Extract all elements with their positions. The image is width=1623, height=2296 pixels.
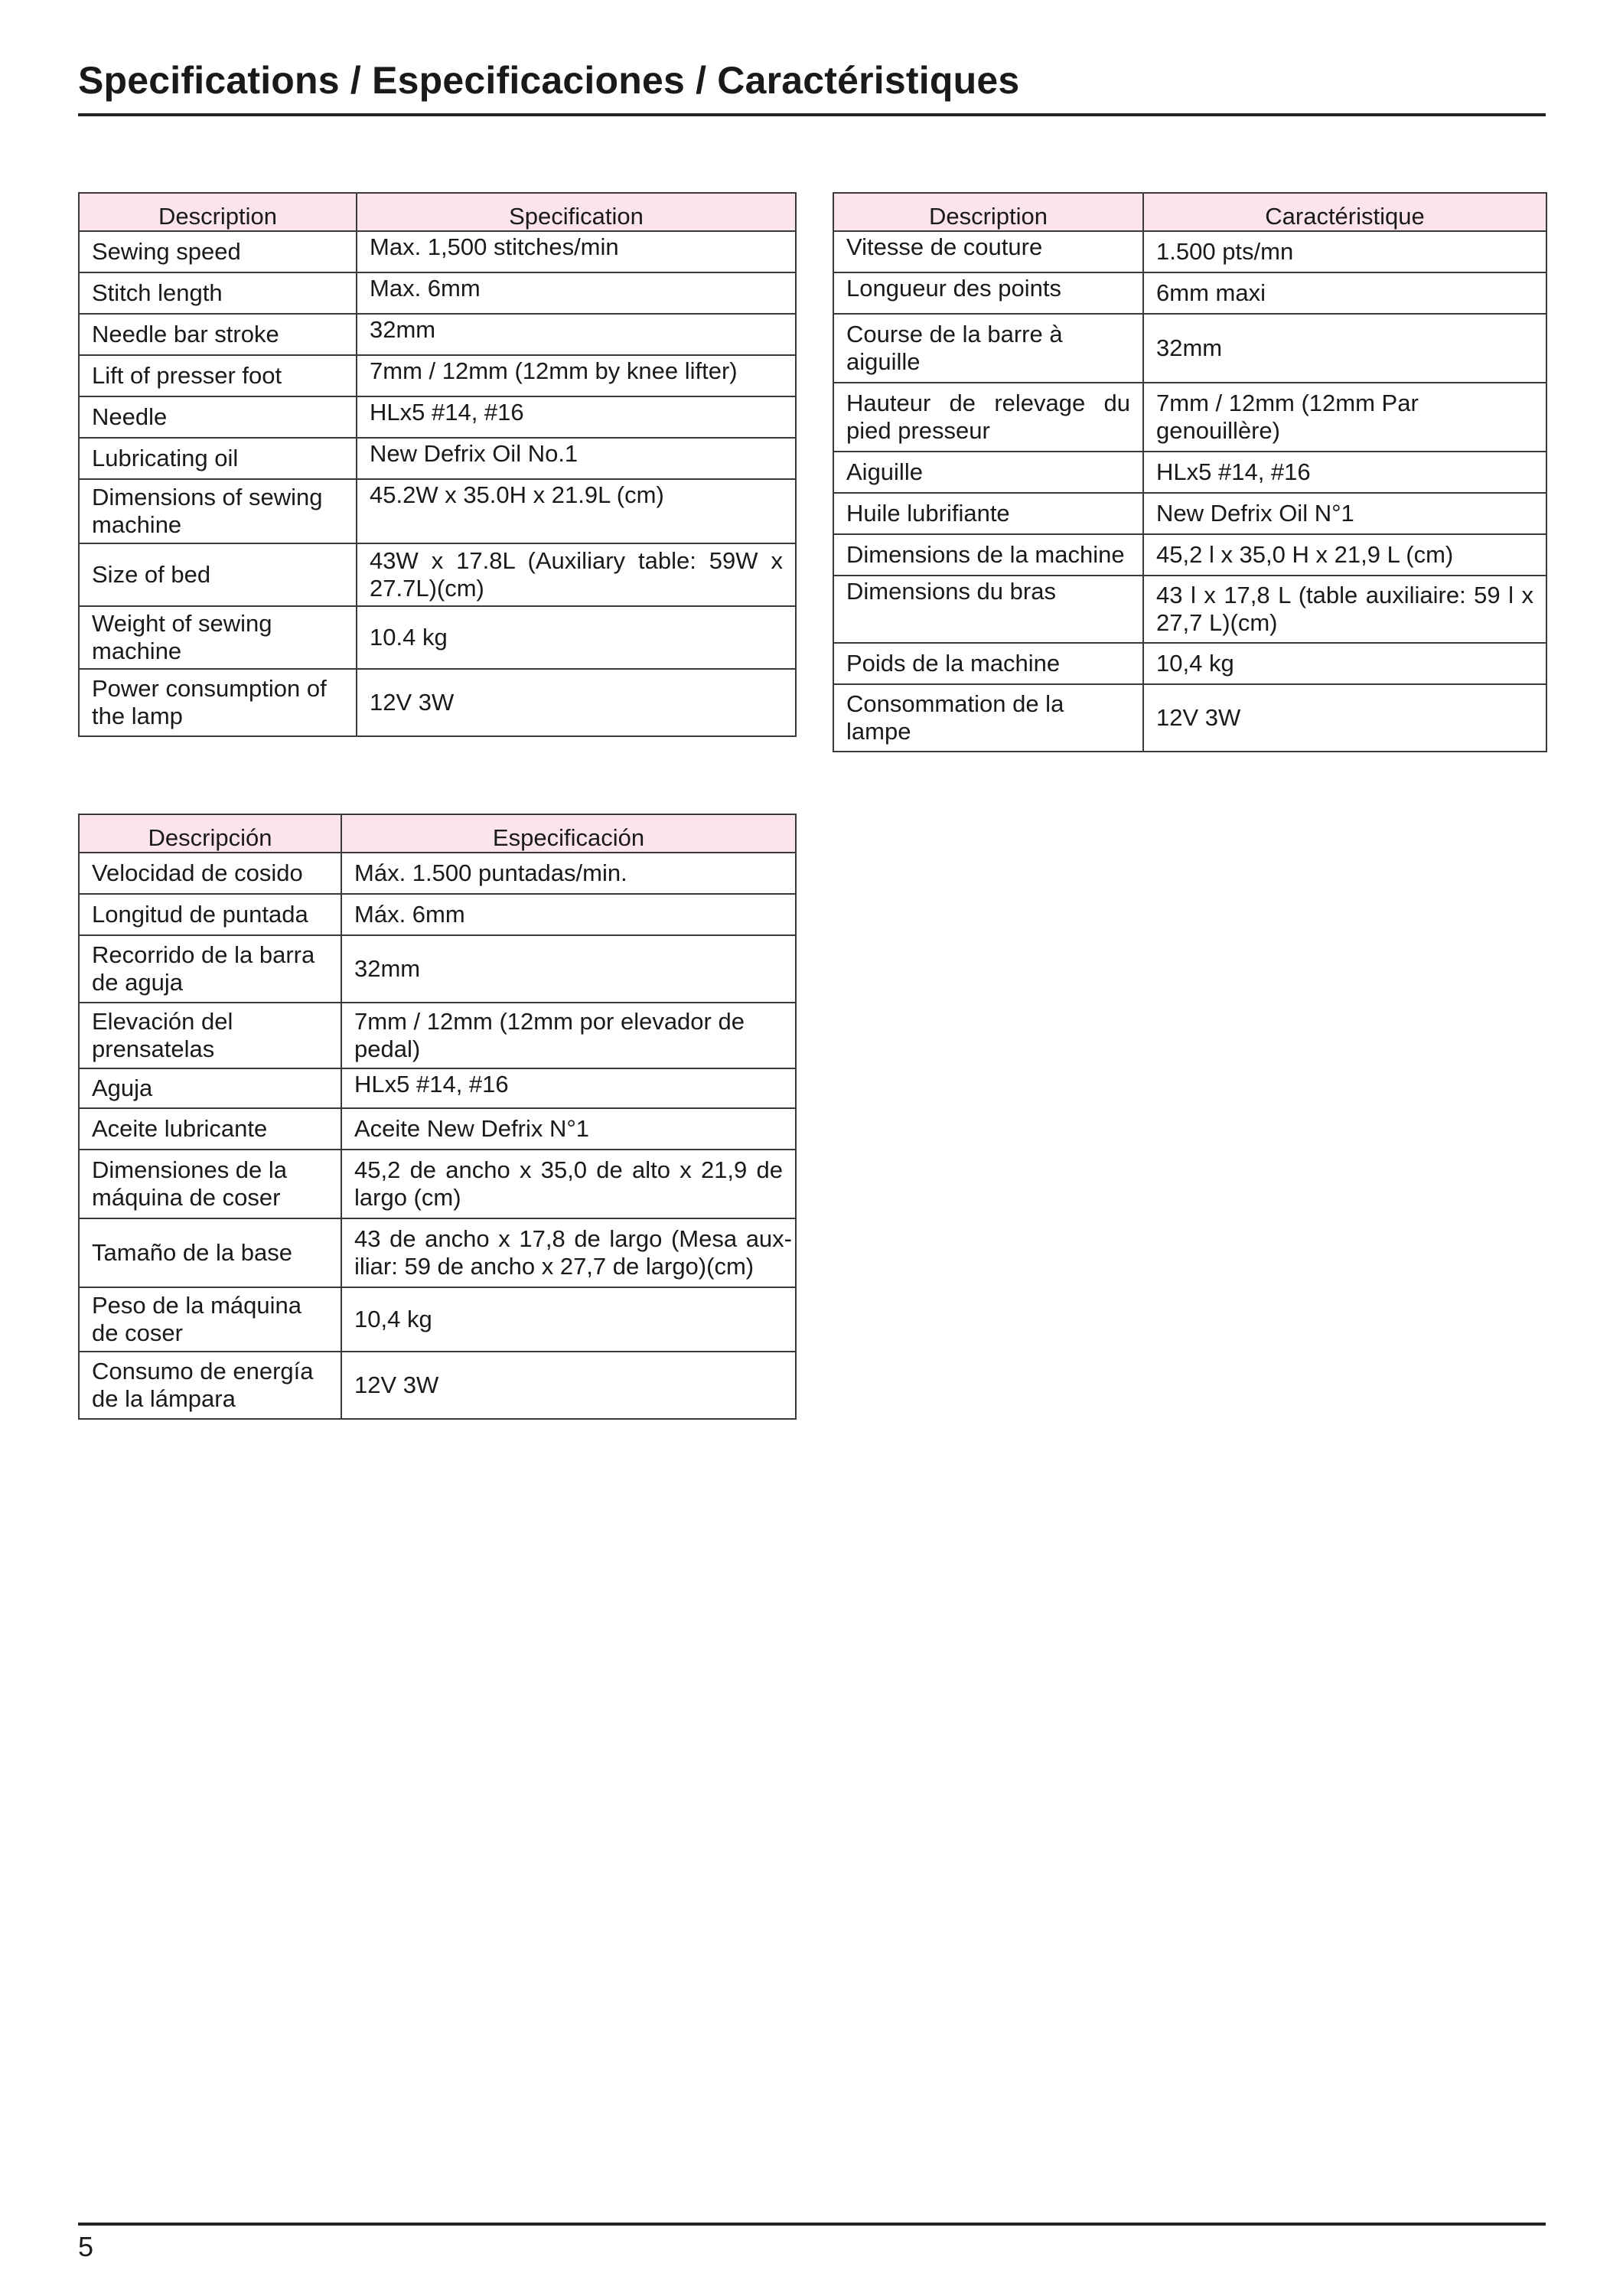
table-row (79, 1352, 796, 1419)
row-value: 7mm / 12mm (12mm by knee lifter) (357, 355, 796, 396)
table-row (79, 935, 796, 1003)
row-label: Tamaño de la base (79, 1218, 341, 1287)
row-value: New Defrix Oil N°1 (1143, 493, 1546, 534)
row-value: 10,4 kg (1143, 643, 1546, 684)
table-row (833, 684, 1546, 752)
row-label: Dimensions de la machine (833, 534, 1143, 576)
row-label: Dimensions of sewing machine (79, 479, 357, 543)
row-value: 7mm / 12mm (12mm Par genouillère) (1143, 383, 1546, 452)
table-row (79, 231, 796, 272)
row-label: Huile lubrifiante (833, 493, 1143, 534)
row-value: 10,4 kg (341, 1287, 796, 1352)
row-value: 1.500 pts/mn (1143, 231, 1546, 272)
row-value: 43 l x 17,8 L (table auxiliaire: 59 l x 27,7 L)(cm) (1143, 576, 1546, 643)
row-value: 43 de ancho x 17,8 de largo (Mesa aux-iliar: 59 de ancho x 27,7 de largo)(cm) (341, 1218, 796, 1287)
table-row (79, 894, 796, 935)
column-header-descripcion: Descripción (79, 814, 341, 853)
column-header-specification: Specification (357, 193, 796, 231)
title-divider (78, 113, 1546, 116)
row-value: 7mm / 12mm (12mm por elevador de pedal) (341, 1003, 796, 1068)
row-label: Aceite lubricante (79, 1108, 341, 1150)
row-label: Stitch length (79, 272, 357, 314)
spec-table-spanish (78, 814, 797, 1420)
row-value: HLx5 #14, #16 (1143, 452, 1546, 493)
row-value: 10.4 kg (357, 606, 796, 669)
table-header-row (79, 193, 796, 231)
table-row (833, 272, 1546, 314)
table-row (833, 534, 1546, 576)
row-value: New Defrix Oil No.1 (357, 438, 796, 479)
row-label: Consumo de energía de la lámpara (79, 1352, 341, 1419)
row-label: Lift of presser foot (79, 355, 357, 396)
table-row (79, 1003, 796, 1068)
table-row (833, 383, 1546, 452)
table-row (79, 396, 796, 438)
row-label: Dimensiones de la máquina de coser (79, 1150, 341, 1218)
table-header-row (833, 193, 1546, 231)
row-value: HLx5 #14, #16 (357, 396, 796, 438)
table-row (79, 314, 796, 355)
table-row (833, 314, 1546, 383)
row-value: HLx5 #14, #16 (341, 1068, 796, 1108)
table-header-row (79, 814, 796, 853)
row-value: Máx. 1.500 puntadas/min. (341, 853, 796, 894)
row-value: 45.2W x 35.0H x 21.9L (cm) (357, 479, 796, 543)
table-row (79, 355, 796, 396)
row-value: 12V 3W (1143, 684, 1546, 752)
table-row (833, 576, 1546, 643)
column-header-description: Description (79, 193, 357, 231)
row-value: Máx. 6mm (341, 894, 796, 935)
row-label: Needle (79, 396, 357, 438)
table-row (79, 438, 796, 479)
page-number: 5 (78, 2231, 94, 2262)
table-row (79, 669, 796, 736)
row-value: 43W x 17.8L (Auxiliary table: 59W x 27.7L)(cm) (357, 543, 796, 606)
row-value: 32mm (341, 935, 796, 1003)
row-value: 12V 3W (341, 1352, 796, 1419)
row-label: Longueur des points (833, 272, 1143, 314)
row-label: Size of bed (79, 543, 357, 606)
row-label: Longitud de puntada (79, 894, 341, 935)
row-label: Needle bar stroke (79, 314, 357, 355)
row-label: Lubricating oil (79, 438, 357, 479)
table-row (833, 452, 1546, 493)
row-label: Vitesse de couture (833, 231, 1143, 272)
spec-table-french (833, 192, 1547, 752)
column-header-description: Description (833, 193, 1143, 231)
row-value: Aceite New Defrix N°1 (341, 1108, 796, 1150)
table-row (79, 853, 796, 894)
row-label: Consommation de la lampe (833, 684, 1143, 752)
row-label: Aiguille (833, 452, 1143, 493)
table-row (79, 606, 796, 669)
row-value: Max. 1,500 stitches/min (357, 231, 796, 272)
table-row (79, 1150, 796, 1218)
row-label: Course de la barre à aiguille (833, 314, 1143, 383)
table-row (79, 543, 796, 606)
row-value: 45,2 de ancho x 35,0 de alto x 21,9 de largo (cm) (341, 1150, 796, 1218)
table-row (79, 479, 796, 543)
row-value: 32mm (1143, 314, 1546, 383)
row-label: Recorrido de la barra de aguja (79, 935, 341, 1003)
table-row (79, 1287, 796, 1352)
row-label: Weight of sewing machine (79, 606, 357, 669)
row-label: Velocidad de cosido (79, 853, 341, 894)
row-label: Poids de la machine (833, 643, 1143, 684)
table-row (833, 493, 1546, 534)
row-label: Aguja (79, 1068, 341, 1108)
table-row (833, 231, 1546, 272)
column-header-caracteristique: Caractéristique (1143, 193, 1546, 231)
column-header-especificacion: Especificación (341, 814, 796, 853)
table-row (79, 1108, 796, 1150)
table-row (79, 1218, 796, 1287)
row-label: Power consumption of the lamp (79, 669, 357, 736)
table-row (833, 643, 1546, 684)
row-value: 45,2 l x 35,0 H x 21,9 L (cm) (1143, 534, 1546, 576)
footer-divider (78, 2223, 1546, 2226)
row-label: Sewing speed (79, 231, 357, 272)
row-label: Dimensions du bras (833, 576, 1143, 643)
spec-table-english (78, 192, 797, 737)
table-row (79, 1068, 796, 1108)
row-value: Max. 6mm (357, 272, 796, 314)
page-title: Specifications / Especificaciones / Caractéristiques (78, 59, 1020, 102)
table-row (79, 272, 796, 314)
row-label: Peso de la máquina de coser (79, 1287, 341, 1352)
row-value: 12V 3W (357, 669, 796, 736)
row-value: 32mm (357, 314, 796, 355)
row-label: Hauteur de relevage du pied presseur (833, 383, 1143, 452)
row-label: Elevación del prensatelas (79, 1003, 341, 1068)
row-value: 6mm maxi (1143, 272, 1546, 314)
